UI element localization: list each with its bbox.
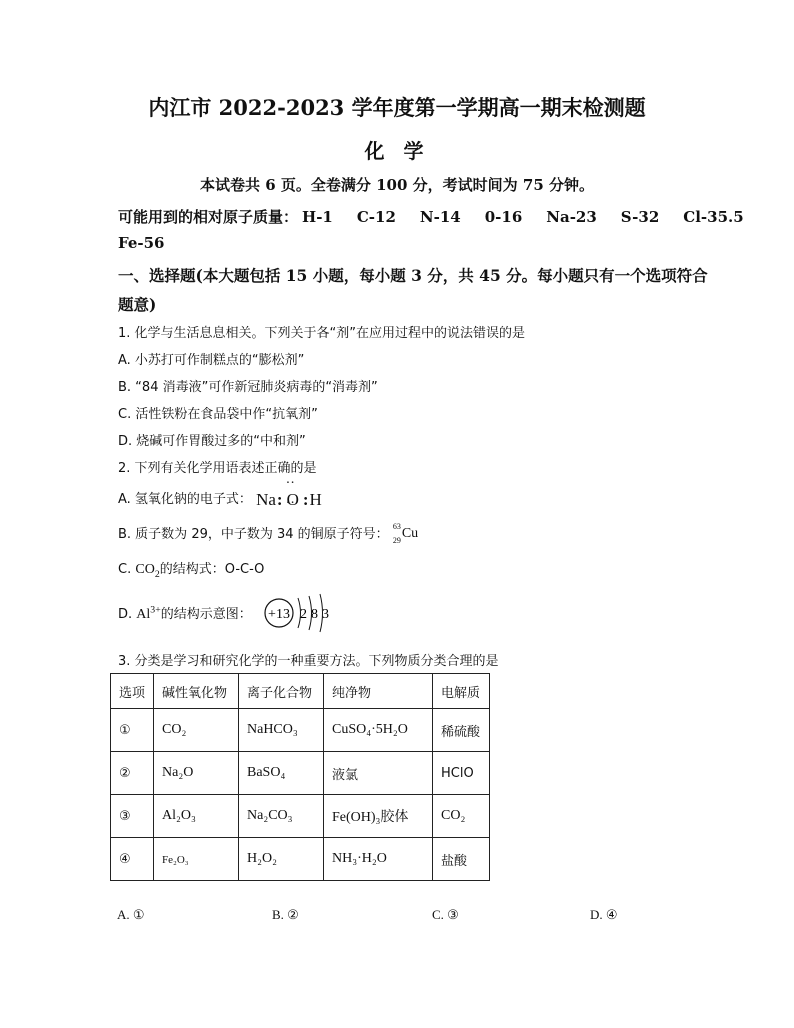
answer-option-b: B. ② bbox=[272, 907, 299, 922]
mass-item: S-32 bbox=[620, 208, 660, 226]
al-ion-structure-diagram bbox=[262, 590, 342, 636]
table-cell: 液氯 bbox=[324, 752, 433, 795]
question-1-option-b: B. “84 消毒液”可作新冠肺炎病毒的“消毒剂” bbox=[118, 380, 378, 395]
table-header-row bbox=[111, 674, 490, 709]
table-cell: ① bbox=[111, 709, 154, 752]
table-cell: NaHCO₃ bbox=[247, 722, 298, 737]
table-cell: 盐酸 bbox=[433, 838, 490, 881]
mass-item: Na-23 bbox=[546, 208, 597, 226]
mass-item: C-12 bbox=[356, 208, 396, 226]
exam-intro: 本试卷共 6 页。全卷满分 100 分，考试时间为 75 分钟。 bbox=[200, 176, 594, 194]
table-cell: 稀硫酸 bbox=[433, 709, 490, 752]
al-ion-formula: $Al^{3+}$ bbox=[136, 604, 161, 622]
table-cell: Fe(OH)₃胶体 bbox=[332, 810, 409, 825]
question-2-stem: 2. 下列有关化学用语表述正确的是 bbox=[118, 461, 317, 476]
nucleus-charge: +13 bbox=[268, 607, 290, 622]
shell-electrons: 8 bbox=[311, 607, 318, 622]
table-header: 电解质 bbox=[433, 674, 490, 709]
shell-electrons: 2 bbox=[300, 607, 307, 622]
table-header: 纯净物 bbox=[324, 674, 433, 709]
question-2-option-c: C. $CO_2$的结构式：O-C-O bbox=[118, 562, 265, 580]
table-row bbox=[111, 838, 490, 881]
table-cell: HClO bbox=[433, 752, 490, 795]
answer-option-d: D. ④ bbox=[590, 907, 618, 922]
question-2-option-b bbox=[118, 523, 419, 545]
section-heading: 一、选择题(本大题包括 15 小题，每小题 3 分，共 45 分。每小题只有一个选项符合 bbox=[118, 266, 708, 285]
shell-electrons: 3 bbox=[322, 607, 329, 622]
table-cell: CuSO₄·5H₂O bbox=[332, 722, 408, 737]
table-cell: NH₃·H₂O bbox=[332, 851, 387, 866]
table-header: 碱性氧化物 bbox=[154, 674, 239, 709]
table-cell: Na₂CO₃ bbox=[247, 808, 293, 823]
table-row bbox=[111, 795, 490, 838]
question-3-stem: 3. 分类是学习和研究化学的一种重要方法。下列物质分类合理的是 bbox=[118, 654, 499, 669]
na-symbol: Na bbox=[256, 489, 276, 509]
mass-item: Cl-35.5 bbox=[683, 208, 744, 226]
answer-option-c: C. ③ bbox=[432, 907, 459, 922]
mass-item: N-14 bbox=[419, 208, 461, 226]
table-cell: ② bbox=[111, 752, 154, 795]
table-cell: H₂O₂ bbox=[247, 851, 277, 866]
oxygen-symbol: ·· O ·· bbox=[284, 490, 302, 510]
co2-formula: $CO_2$ bbox=[135, 562, 160, 580]
h-symbol: H bbox=[309, 489, 322, 509]
table-header: 离子化合物 bbox=[239, 674, 324, 709]
section-heading-cont: 题意) bbox=[118, 295, 157, 314]
classification-table bbox=[110, 673, 490, 881]
table-cell: CO₂ bbox=[441, 808, 466, 823]
exam-title: 内江市 2022-2023 学年度第一学期高一期末检测题 bbox=[148, 95, 646, 120]
table-cell: ④ bbox=[111, 838, 154, 881]
table-cell: Al₂O₃ bbox=[162, 808, 196, 823]
question-2-option-d: D. $Al^{3+}$的结构示意图： bbox=[118, 604, 252, 622]
question-1-option-a: A. 小苏打可作制糕点的“膨松剂” bbox=[118, 353, 305, 368]
atomic-masses bbox=[118, 206, 768, 227]
table-cell: CO₂ bbox=[162, 722, 187, 737]
table-cell: BaSO₄ bbox=[247, 765, 286, 780]
table-header: 选项 bbox=[111, 674, 154, 709]
mass-item: H-1 bbox=[302, 208, 333, 226]
table-cell: ③ bbox=[111, 795, 154, 838]
question-1-option-c: C. 活性铁粉在食品袋中作“抗氧剂” bbox=[118, 407, 318, 422]
answer-option-a: A. ① bbox=[117, 907, 145, 922]
question-2-option-a bbox=[118, 488, 322, 510]
table-row bbox=[111, 709, 490, 752]
mass-item: Fe-56 bbox=[118, 234, 165, 252]
naoh-electron-formula: Na:·· O ·· :H bbox=[256, 490, 322, 509]
table-cell: Fe₂O₃ bbox=[162, 853, 189, 866]
copper-isotope-symbol: 63 29 Cu bbox=[392, 521, 419, 545]
masses-label: 可能用到的相对原子质量： bbox=[118, 208, 299, 226]
question-1-option-d: D. 烧碱可作胃酸过多的“中和剂” bbox=[118, 434, 306, 449]
table-cell: Na₂O bbox=[162, 765, 194, 780]
table-row bbox=[111, 752, 490, 795]
question-1-stem: 1. 化学与生活息息相关。下列关于各“剂”在应用过程中的说法错误的是 bbox=[118, 326, 526, 341]
option-a-label: A. 氢氧化钠的电子式： bbox=[118, 492, 252, 507]
mass-item: 0-16 bbox=[484, 208, 523, 226]
subject-title: 化 学 bbox=[364, 139, 430, 163]
option-b-label: B. 质子数为 29，中子数为 34 的铜原子符号： bbox=[118, 527, 389, 542]
